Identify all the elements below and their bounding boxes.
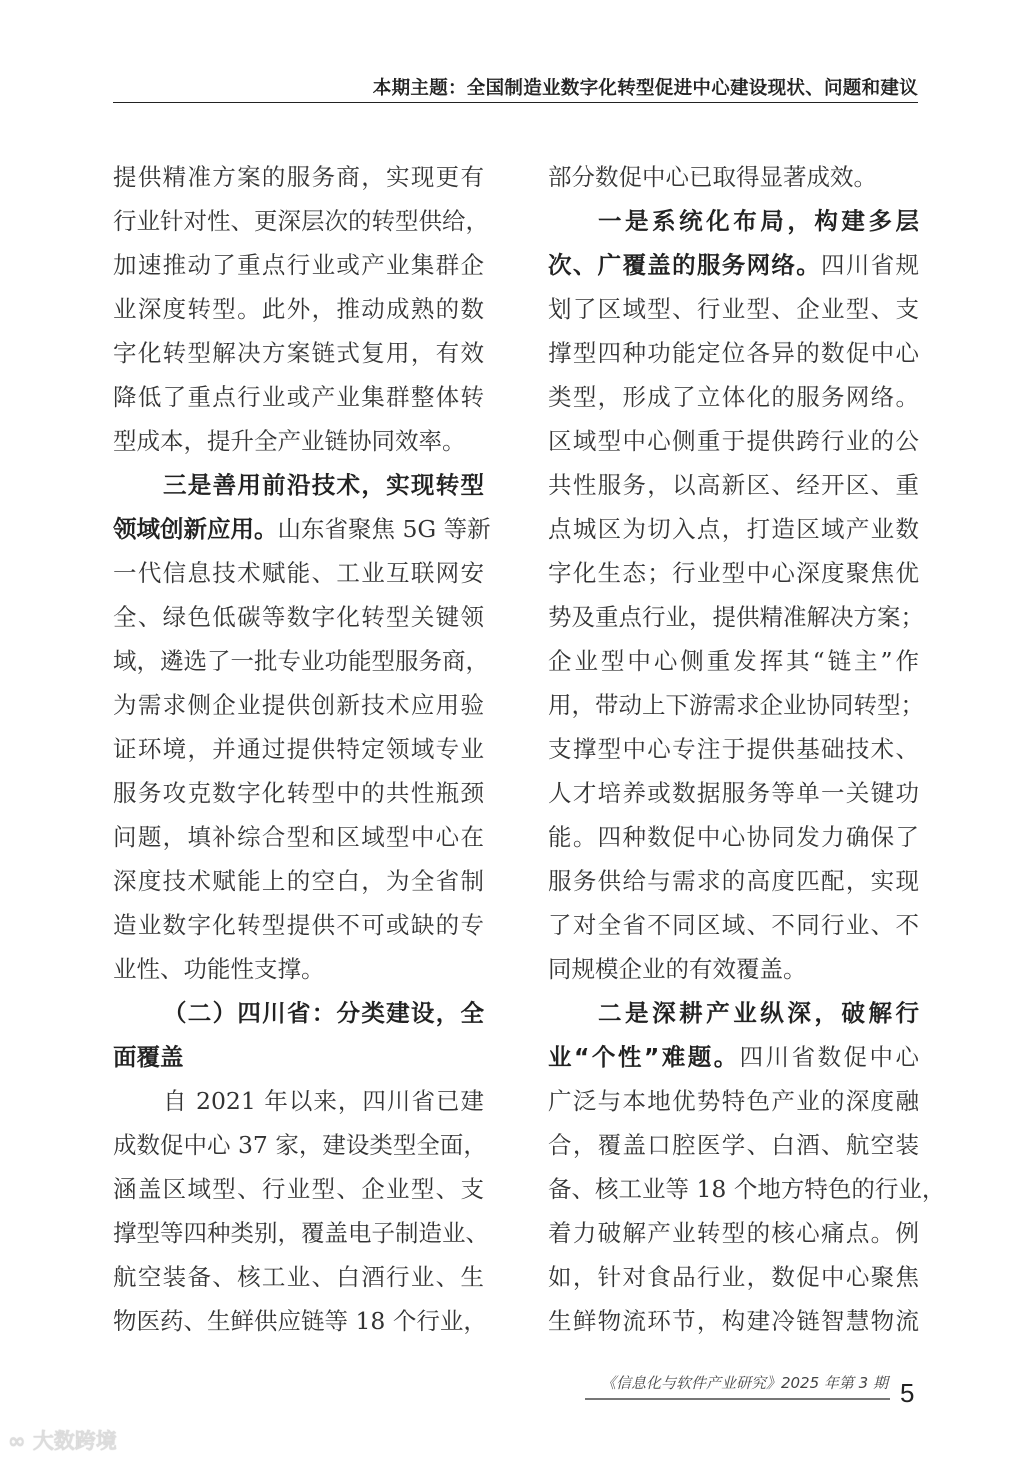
- body-text: 势及重点行业，提供精准解决方案；: [548, 603, 924, 631]
- body-text: 物医药、生鲜供应链等 18 个行业，: [113, 1307, 487, 1335]
- body-text: 四川省规: [821, 251, 920, 279]
- text-line: [548, 991, 919, 1035]
- text-line: [113, 903, 484, 947]
- body-text: 提供精准方案的服务商，实现更有: [113, 163, 484, 191]
- body-text: 划了区域型、行业型、企业型、支: [548, 295, 919, 323]
- body-text: 点城区为切入点，打造区域产业数: [548, 515, 919, 543]
- journal-issue: 《信息化与软件产业研究》2025 年第 3 期: [600, 1374, 888, 1392]
- text-line: [113, 551, 484, 595]
- body-text: 人才培养或数据服务等单一关键功: [548, 779, 919, 807]
- text-line: [113, 1211, 489, 1255]
- text-line: [548, 199, 919, 243]
- body-text: 四川省数促中心: [739, 1043, 920, 1071]
- text-line: [548, 683, 924, 727]
- text-line: [113, 419, 484, 463]
- text-line: [548, 947, 919, 991]
- text-line: [113, 859, 484, 903]
- text-line: [548, 375, 919, 419]
- right-column: [548, 155, 946, 1343]
- body-text: 航空装备、核工业、白酒行业、生: [113, 1263, 484, 1291]
- text-line: [113, 815, 484, 859]
- text-line: [548, 1299, 919, 1343]
- text-line: [113, 463, 484, 507]
- body-text: 证环境，并通过提供特定领域专业: [113, 735, 484, 763]
- body-text: 共性服务，以高新区、经开区、重: [548, 471, 919, 499]
- header-title: 本期主题：全国制造业数字化转型促进中心建设现状、问题和建议: [372, 78, 918, 99]
- body-text: 行业针对性、更深层次的转型供给，: [113, 207, 489, 235]
- text-line: [113, 1079, 484, 1123]
- text-line: [113, 507, 491, 551]
- bold-heading-text: 二是深耕产业纵深，破解行: [598, 999, 919, 1027]
- body-text: 为需求侧企业提供创新技术应用验: [113, 691, 484, 719]
- body-text: 如，针对食品行业，数促中心聚焦: [548, 1263, 919, 1291]
- text-line: [548, 287, 919, 331]
- body-text: 业性、功能性支撑。: [113, 955, 325, 983]
- text-line: [548, 463, 919, 507]
- running-header: [113, 74, 918, 103]
- text-line: [548, 1211, 919, 1255]
- watermark-text: 大数跨境: [32, 1429, 117, 1453]
- body-text: 山东省聚焦 5G 等新: [277, 515, 491, 543]
- text-line: [113, 1123, 487, 1167]
- bold-heading-text: （二）四川省：分类建设，全: [163, 999, 484, 1027]
- text-line: [113, 331, 484, 375]
- body-text: 同规模企业的有效覆盖。: [548, 955, 807, 983]
- left-column: [113, 155, 491, 1343]
- body-text: 服务供给与需求的高度匹配，实现: [548, 867, 919, 895]
- text-line: [113, 947, 484, 991]
- body-text: 一代信息技术赋能、工业互联网安: [113, 559, 484, 587]
- text-line: [113, 1035, 484, 1079]
- text-line: [113, 1255, 484, 1299]
- body-text: 降低了重点行业或产业集群整体转: [113, 383, 484, 411]
- text-line: [548, 771, 919, 815]
- body-text: 造业数字化转型提供不可或缺的专: [113, 911, 484, 939]
- body-text: 全、绿色低碳等数字化转型关键领: [113, 603, 484, 631]
- body-text: 生鲜物流环节，构建冷链智慧物流: [548, 1307, 919, 1335]
- footer: [585, 1370, 890, 1400]
- body-text: 企业型中心侧重发挥其“链主”作: [548, 647, 919, 675]
- bold-heading-text: 一是系统化布局，构建多层: [598, 207, 919, 235]
- text-line: [548, 331, 919, 375]
- text-line: [548, 639, 919, 683]
- bold-heading-text: 三是善用前沿技术，实现转型: [163, 471, 484, 499]
- text-line: [548, 1079, 919, 1123]
- text-line: [113, 1167, 484, 1211]
- body-text: 广泛与本地优势特色产业的深度融: [548, 1087, 919, 1115]
- body-text: 深度技术赋能上的空白，为全省制: [113, 867, 484, 895]
- body-text: 自 2021 年以来，四川省已建: [163, 1087, 484, 1115]
- text-line: [548, 815, 919, 859]
- text-line: [113, 1299, 487, 1343]
- body-text: 字化转型解决方案链式复用，有效: [113, 339, 484, 367]
- text-line: [548, 1167, 946, 1211]
- text-line: [548, 551, 919, 595]
- text-line: [113, 991, 484, 1035]
- text-line: [113, 243, 484, 287]
- body-text: 问题，填补综合型和区域型中心在: [113, 823, 484, 851]
- text-line: [548, 243, 919, 287]
- text-line: [113, 375, 484, 419]
- text-line: [548, 859, 919, 903]
- text-line: [113, 155, 484, 199]
- body-text: 加速推动了重点行业或产业集群企: [113, 251, 484, 279]
- body-text: 备、核工业等 18 个地方特色的行业，: [548, 1175, 946, 1203]
- body-text: 撑型四种功能定位各异的数促中心: [548, 339, 919, 367]
- text-line: [113, 287, 484, 331]
- body-text: 型成本，提升全产业链协同效率。: [113, 427, 466, 455]
- text-line: [548, 903, 919, 947]
- body-text: 部分数促中心已取得显著成效。: [548, 163, 877, 191]
- text-line: [548, 507, 919, 551]
- text-line: [548, 727, 919, 771]
- body-text: 着力破解产业转型的核心痛点。例: [548, 1219, 919, 1247]
- text-line: [113, 771, 484, 815]
- page-number: 5: [900, 1378, 915, 1408]
- body-text: 服务攻克数字化转型中的共性瓶颈: [113, 779, 484, 807]
- bold-heading-text: 领域创新应用。: [113, 515, 278, 543]
- body-text: 支撑型中心专注于提供基础技术、: [548, 735, 919, 763]
- body-text: 能。四种数促中心协同发力确保了: [548, 823, 919, 851]
- bold-heading-text: 次、广覆盖的服务网络。: [548, 251, 822, 279]
- text-line: [548, 1035, 919, 1079]
- body-text: 撑型等四种类别，覆盖电子制造业、: [113, 1219, 489, 1247]
- text-line: [113, 727, 484, 771]
- text-line: [548, 595, 924, 639]
- text-line: [113, 199, 489, 243]
- text-line: [548, 419, 919, 463]
- text-line: [548, 1123, 919, 1167]
- body-text: 合，覆盖口腔医学、白酒、航空装: [548, 1131, 919, 1159]
- body-text: 字化生态；行业型中心深度聚焦优: [548, 559, 919, 587]
- body-text: 成数促中心 37 家，建设类型全面，: [113, 1131, 487, 1159]
- body-text: 区域型中心侧重于提供跨行业的公: [548, 427, 919, 455]
- text-line: [548, 155, 919, 199]
- text-line: [113, 639, 489, 683]
- text-line: [113, 683, 484, 727]
- bold-heading-text: 面覆盖: [113, 1043, 184, 1071]
- body-text: 类型，形成了立体化的服务网络。: [548, 383, 919, 411]
- text-line: [113, 595, 484, 639]
- body-text: 涵盖区域型、行业型、企业型、支: [113, 1175, 484, 1203]
- body-text: 业深度转型。此外，推动成熟的数: [113, 295, 484, 323]
- watermark-logo: ∞ 大数跨境: [8, 1429, 117, 1453]
- text-line: [548, 1255, 919, 1299]
- body-text: 用，带动上下游需求企业协同转型；: [548, 691, 924, 719]
- body-text: 域，遴选了一批专业功能型服务商，: [113, 647, 489, 675]
- bold-heading-text: 业“个性”难题。: [548, 1043, 740, 1071]
- body-text: 了对全省不同区域、不同行业、不: [548, 911, 919, 939]
